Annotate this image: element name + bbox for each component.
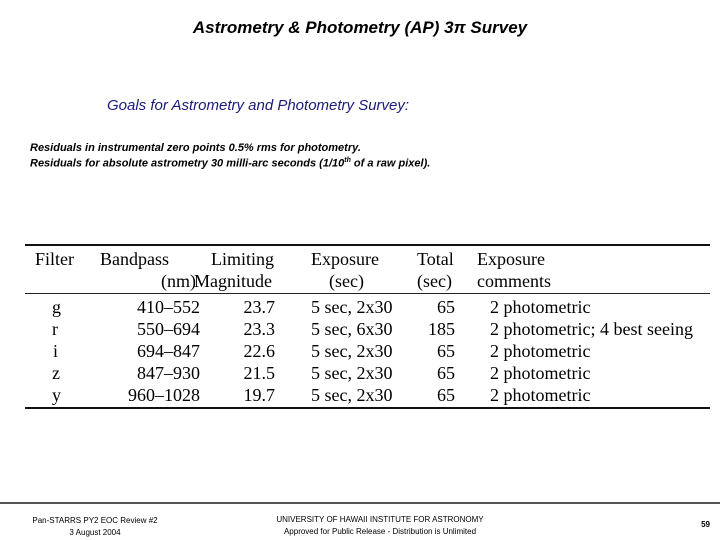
cell-bandpass: 694–847 xyxy=(137,341,200,361)
cell-filter: g xyxy=(52,297,61,317)
footer-release: Approved for Public Release - Distribution is Unlimited xyxy=(283,527,477,536)
cell-exposure: 5 sec, 2x30 xyxy=(311,385,393,405)
cell-exposure: 5 sec, 2x30 xyxy=(311,341,393,361)
residual-photometry: Residuals in instrumental zero points 0.5% rms for photometry. xyxy=(30,142,361,154)
cell-total: 65 xyxy=(437,341,455,361)
cell-limiting: 22.6 xyxy=(243,341,275,361)
cell-limiting: 21.5 xyxy=(243,363,275,383)
header-exposure: Exposure xyxy=(311,249,379,269)
cell-comments: 2 photometric xyxy=(490,363,591,383)
header-comments-unit: comments xyxy=(477,271,551,291)
footer-review: Pan-STARRS PY2 EOC Review #2 xyxy=(32,516,158,525)
cell-bandpass: 847–930 xyxy=(137,363,200,383)
cell-filter: r xyxy=(52,319,58,339)
cell-bandpass: 550–694 xyxy=(137,319,200,339)
cell-bandpass: 410–552 xyxy=(137,297,200,317)
cell-filter: y xyxy=(52,385,61,405)
cell-total: 65 xyxy=(437,385,455,405)
table-header-rule xyxy=(25,293,710,294)
cell-bandpass: 960–1028 xyxy=(128,385,200,405)
cell-limiting: 23.7 xyxy=(243,297,275,317)
cell-limiting: 19.7 xyxy=(243,385,275,405)
page-number: 59 xyxy=(701,520,710,529)
footer-institute: UNIVERSITY OF HAWAII INSTITUTE FOR ASTRONOMY xyxy=(276,515,484,524)
header-limiting: Limiting xyxy=(211,249,274,269)
survey-table xyxy=(25,244,710,409)
cell-filter: i xyxy=(53,341,59,361)
cell-total: 65 xyxy=(437,363,455,383)
cell-total: 65 xyxy=(437,297,455,317)
cell-comments: 2 photometric xyxy=(490,297,591,317)
footer-date: 3 August 2004 xyxy=(69,528,121,537)
table-top-rule xyxy=(25,244,710,246)
header-comments: Exposure xyxy=(477,249,545,269)
cell-exposure: 5 sec, 2x30 xyxy=(311,363,393,383)
cell-exposure: 5 sec, 2x30 xyxy=(311,297,393,317)
cell-total: 185 xyxy=(428,319,455,339)
cell-comments: 2 photometric xyxy=(490,341,591,361)
cell-filter: z xyxy=(52,363,60,383)
residual-astrometry xyxy=(30,157,430,170)
header-total-unit: (sec) xyxy=(417,271,452,291)
table-bottom-rule xyxy=(25,407,710,409)
header-bandpass-unit: (nm) xyxy=(161,271,196,291)
header-total: Total xyxy=(417,249,454,269)
residual-astrometry-pre: Residuals for absolute astrometry 30 milli-arc seconds (1/10 xyxy=(30,157,345,170)
cell-exposure: 5 sec, 6x30 xyxy=(311,319,393,339)
header-limiting-unit: Magnitude xyxy=(194,271,272,291)
residual-astrometry-post: of a raw pixel). xyxy=(350,157,431,170)
goals-heading: Goals for Astrometry and Photometry Survey: xyxy=(107,97,410,114)
residual-astrometry-sup: th xyxy=(344,157,351,164)
slide-title: Astrometry & Photometry (AP) 3π Survey xyxy=(192,18,528,37)
header-bandpass: Bandpass xyxy=(100,249,169,269)
header-exposure-unit: (sec) xyxy=(329,271,364,291)
cell-comments: 2 photometric xyxy=(490,385,591,405)
footer-divider xyxy=(0,502,720,504)
cell-comments: 2 photometric; 4 best seeing xyxy=(490,319,693,339)
header-filter: Filter xyxy=(35,249,74,269)
cell-limiting: 23.3 xyxy=(243,319,275,339)
